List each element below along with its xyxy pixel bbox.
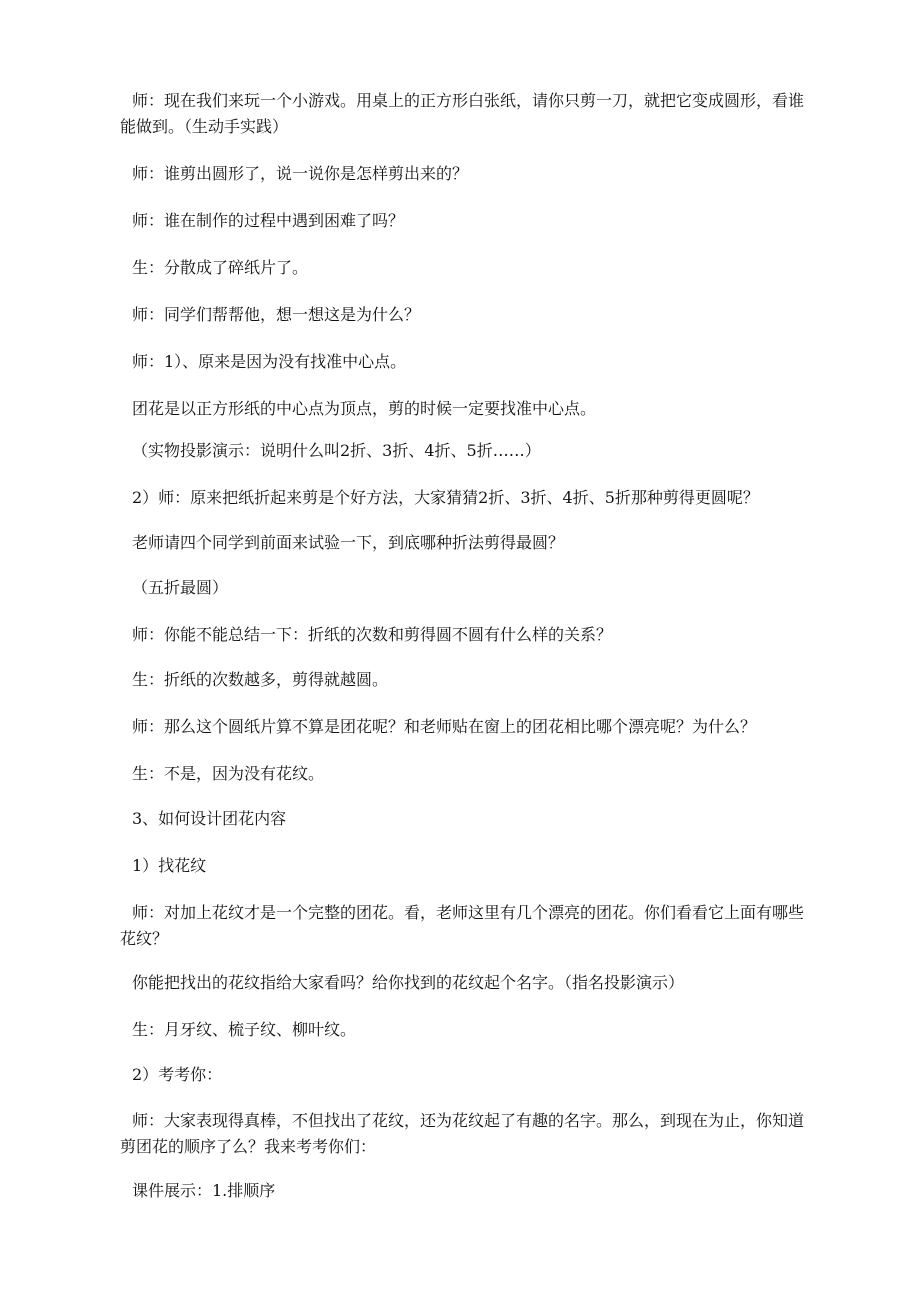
paragraph-more-folds-rounder: 生：折纸的次数越多，剪得就越圆。 — [132, 670, 389, 689]
paragraph-pattern-names: 生：月牙纹、梳子纹、柳叶纹。 — [132, 1020, 357, 1039]
paragraph-projection-demo: （实物投影演示：说明什么叫2折、3折、4折、5折……） — [132, 441, 541, 460]
paragraph-name-pattern: 你能把找出的花纹指给大家看吗？给你找到的花纹起个名字。（指名投影演示） — [132, 973, 685, 992]
paragraph-summarize-relation: 师：你能不能总结一下：折纸的次数和剪得圆不圆有什么样的关系？ — [132, 625, 613, 644]
subsection-quiz: 2）考考你： — [132, 1065, 223, 1084]
paragraph-order-quiz: 师：大家表现得真棒，不但找出了花纹，还为花纹起了有趣的名字。那么，到现在为止，你知道剪团花的顺序了么？我来考考你们： — [120, 1111, 805, 1156]
paragraph-no-pattern: 生：不是，因为没有花纹。 — [132, 764, 325, 783]
paragraph-student-scattered: 生：分散成了碎纸片了。 — [132, 258, 309, 277]
paragraph-five-fold-roundest: （五折最圆） — [132, 578, 229, 597]
subsection-find-pattern: 1）找花纹 — [132, 856, 207, 875]
paragraph-who-cut-circle: 师：谁剪出圆形了，说一说你是怎样剪出来的？ — [132, 164, 469, 183]
paragraph-is-it-tuanhua: 师：那么这个圆纸片算不算是团花呢？和老师贴在窗上的团花相比哪个漂亮呢？为什么？ — [132, 717, 757, 736]
paragraph-game-intro: 师：现在我们来玩一个小游戏。用桌上的正方形白张纸，请你只剪一刀，就把它变成圆形，看谁能做到。（生动手实践） — [120, 91, 805, 136]
paragraph-four-students: 老师请四个同学到前面来试验一下，到底哪种折法剪得最圆？ — [132, 533, 565, 552]
paragraph-courseware-display: 课件展示：1.排顺序 — [132, 1181, 276, 1200]
paragraph-complete-tuanhua: 师：对加上花纹才是一个完整的团花。看，老师这里有几个漂亮的团花。你们看看它上面有哪些花纹？ — [120, 903, 805, 948]
section-heading-design-content: 3、如何设计团花内容 — [132, 809, 287, 828]
paragraph-center-point: 师：1）、原来是因为没有找准中心点。 — [132, 352, 407, 371]
paragraph-help-think: 师：同学们帮帮他，想一想这是为什么？ — [132, 305, 421, 324]
paragraph-fold-guess: 2）师：原来把纸折起来剪是个好方法，大家猜猜2折、3折、4折、5折那种剪得更圆呢？ — [132, 488, 759, 507]
paragraph-tuanhua-vertex: 团花是以正方形纸的中心点为顶点，剪的时候一定要找准中心点。 — [132, 399, 597, 418]
paragraph-difficulty-question: 师：谁在制作的过程中遇到困难了吗？ — [132, 211, 405, 230]
